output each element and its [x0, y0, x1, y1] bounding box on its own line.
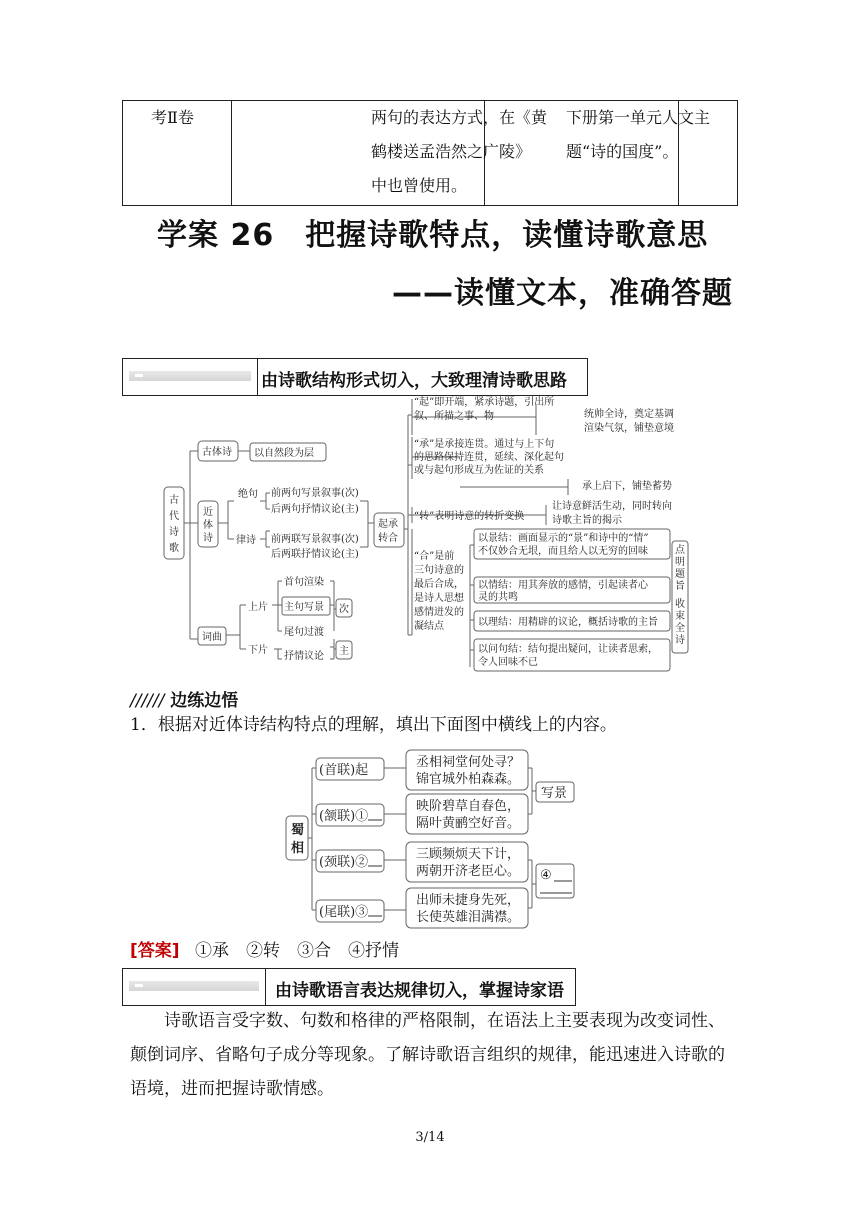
svg-text:律诗: 律诗 — [236, 535, 256, 546]
svg-text:“起”即开端，紧承诗题，引出所: “起”即开端，紧承诗题，引出所 — [414, 397, 555, 408]
svg-text:主: 主 — [339, 646, 349, 657]
svg-text:④: ④ — [540, 868, 552, 883]
svg-text:代: 代 — [169, 511, 179, 522]
svg-text:蜀: 蜀 — [291, 823, 305, 838]
svg-text:是诗人思想: 是诗人思想 — [414, 593, 464, 604]
svg-text:尾句过渡: 尾句过渡 — [284, 627, 324, 638]
practice-marks: ////// — [130, 691, 165, 711]
answer-label: [答案] — [130, 941, 180, 961]
svg-text:诗: 诗 — [203, 533, 213, 544]
section-header-2 — [122, 968, 576, 1006]
svg-text:锦官城外柏森森。: 锦官城外柏森森。 — [416, 772, 521, 787]
shuxiang-diagram — [284, 748, 580, 930]
svg-text:下片: 下片 — [248, 645, 268, 656]
svg-text:古体诗: 古体诗 — [202, 447, 232, 458]
svg-text:以问句结：结句提出疑问，让读者思索，: 以问句结：结句提出疑问，让读者思索， — [478, 644, 658, 655]
svg-text:三顾频烦天下计，: 三顾频烦天下计， — [416, 847, 521, 862]
svg-text:诗歌主旨的揭示: 诗歌主旨的揭示 — [552, 515, 622, 526]
svg-text:最后合成，: 最后合成， — [414, 579, 464, 590]
svg-text:令人回味不已: 令人回味不已 — [478, 657, 538, 668]
svg-text:抒情议论: 抒情议论 — [284, 651, 324, 662]
svg-text:“转”表明诗意的转折变换: “转”表明诗意的转折变换 — [414, 511, 525, 522]
svg-text:以景结：画面显示的“景”和诗中的“情”: 以景结：画面显示的“景”和诗中的“情” — [478, 533, 649, 544]
svg-text:渲染气氛，铺垫意境: 渲染气氛，铺垫意境 — [584, 423, 674, 434]
svg-text:上片: 上片 — [248, 602, 268, 613]
svg-text:词曲: 词曲 — [202, 632, 222, 643]
svg-text:感情迸发的: 感情迸发的 — [414, 607, 464, 618]
svg-text:束: 束 — [675, 611, 685, 622]
svg-text:凝结点: 凝结点 — [414, 621, 444, 632]
svg-text:承上启下，铺垫蓄势: 承上启下，铺垫蓄势 — [582, 481, 672, 492]
svg-text:歌: 歌 — [169, 543, 179, 554]
svg-text:近: 近 — [203, 507, 213, 518]
svg-text:起承: 起承 — [378, 519, 398, 530]
svg-text:后两联抒情议论(主): 后两联抒情议论(主) — [271, 549, 359, 560]
svg-text:首句渲染: 首句渲染 — [284, 577, 324, 588]
svg-text:收: 收 — [675, 599, 685, 610]
svg-text:(尾联)③: (尾联)③ — [319, 905, 369, 920]
svg-text:以自然段为层: 以自然段为层 — [254, 448, 314, 459]
root-char-1: 古 — [169, 495, 179, 506]
svg-text:出师未捷身先死，: 出师未捷身先死， — [416, 893, 521, 908]
practice-title: 边练边悟 — [170, 691, 239, 711]
svg-text:主句写景: 主句写景 — [284, 602, 324, 613]
svg-text:转合: 转合 — [378, 533, 398, 544]
svg-text:让诗意鲜活生动，同时转向: 让诗意鲜活生动，同时转向 — [552, 501, 672, 512]
svg-text:写景: 写景 — [541, 786, 568, 801]
svg-text:相: 相 — [291, 841, 305, 856]
section-title-2: 由诗歌语言表达规律切入，掌握诗家语 — [275, 981, 564, 1001]
page-number: 3/14 — [415, 1130, 445, 1145]
paragraph-line-2: 颠倒词序、省略句子成分等现象。了解诗歌语言组织的规律，能迅速进入诗歌的 — [130, 1045, 725, 1065]
svg-text:以理结：用精辟的议论，概括诗歌的主旨: 以理结：用精辟的议论，概括诗歌的主旨 — [478, 617, 658, 628]
table-cell-c4-1: 下册第一单元人文主 — [566, 108, 711, 127]
svg-text:绝句: 绝句 — [238, 489, 258, 500]
svg-text:隔叶黄鹂空好音。: 隔叶黄鹂空好音。 — [416, 816, 521, 831]
svg-text:全: 全 — [675, 623, 685, 634]
svg-text:长使英雄泪满襟。: 长使英雄泪满襟。 — [416, 910, 521, 925]
svg-text:前两联写景叙事(次): 前两联写景叙事(次) — [271, 534, 359, 545]
table-cell-c3-3: 中也曾使用。 — [371, 176, 468, 195]
svg-text:(首联)起: (首联)起 — [319, 763, 369, 778]
svg-text:以情结：用其奔放的感情，引起读者心: 以情结：用其奔放的感情，引起读者心 — [478, 580, 648, 591]
svg-text:(颈联)②: (颈联)② — [319, 855, 369, 870]
question-1: 1．根据对近体诗结构特点的理解，填出下面图中横线上的内容。 — [130, 715, 617, 735]
svg-text:“合”是前: “合”是前 — [414, 551, 455, 562]
structure-diagram — [150, 395, 690, 680]
paragraph-line-3: 语境，进而把握诗歌情感。 — [130, 1079, 334, 1099]
svg-text:两朝开济老臣心。: 两朝开济老臣心。 — [416, 864, 521, 879]
svg-text:映阶碧草自春色，: 映阶碧草自春色， — [416, 799, 521, 814]
section-tag-icon-2 — [129, 981, 259, 991]
svg-text:统帅全诗，奠定基调: 统帅全诗，奠定基调 — [584, 409, 674, 420]
answer-line — [130, 934, 399, 968]
svg-text:的思路保持连贯，延续、深化起句: 的思路保持连贯，延续、深化起句 — [414, 452, 564, 463]
section-title-1: 由诗歌结构形式切入，大致理清诗歌思路 — [261, 371, 567, 391]
answer-text: ①承 ②转 ③合 ④抒情 — [194, 941, 399, 961]
svg-text:(颔联)①: (颔联)① — [319, 809, 369, 824]
table-cell-c3-2: 鹤楼送孟浩然之广陵》 — [371, 142, 532, 161]
svg-text:体: 体 — [203, 520, 213, 531]
top-table — [122, 100, 738, 206]
section-header-1 — [122, 358, 588, 396]
svg-text:丞相祠堂何处寻？: 丞相祠堂何处寻？ — [416, 755, 521, 770]
svg-text:前两句写景叙事(次): 前两句写景叙事(次) — [271, 488, 359, 499]
svg-text:诗: 诗 — [675, 635, 685, 646]
svg-text:旨: 旨 — [675, 581, 685, 592]
svg-text:三句诗意的: 三句诗意的 — [414, 565, 464, 576]
lesson-subtitle: ——读懂文本，准确答题 — [392, 276, 733, 311]
lesson-title: 学案 26 把握诗歌特点，读懂诗歌意思 — [157, 218, 709, 253]
paragraph-line-1: 诗歌语言受字数、句数和格律的严格限制，在语法上主要表现为改变词性、 — [164, 1011, 725, 1031]
svg-text:后两句抒情议论(主): 后两句抒情议论(主) — [271, 504, 359, 515]
svg-text:题: 题 — [675, 569, 685, 580]
table-cell-c4-2: 题“诗的国度”。 — [566, 142, 679, 161]
section-tag-icon — [129, 371, 251, 381]
svg-text:“承”是承接连贯。通过与上下句: “承”是承接连贯。通过与上下句 — [414, 439, 555, 450]
svg-text:或与起句形成互为佐证的关系: 或与起句形成互为佐证的关系 — [414, 465, 544, 476]
svg-text:不仅妙合无垠，而且给人以无穷的回味: 不仅妙合无垠，而且给人以无穷的回味 — [478, 546, 648, 557]
svg-text:点: 点 — [675, 545, 685, 556]
svg-text:明: 明 — [675, 557, 685, 568]
table-cell-c3-1: 两句的表达方式，在《黄 — [371, 108, 548, 127]
svg-text:灵的共鸣: 灵的共鸣 — [478, 592, 518, 603]
table-cell-exam: 考Ⅱ卷 — [151, 108, 194, 127]
svg-text:次: 次 — [339, 604, 349, 615]
svg-text:诗: 诗 — [169, 527, 179, 538]
svg-text:叙、所描之事、物: 叙、所描之事、物 — [414, 411, 494, 422]
